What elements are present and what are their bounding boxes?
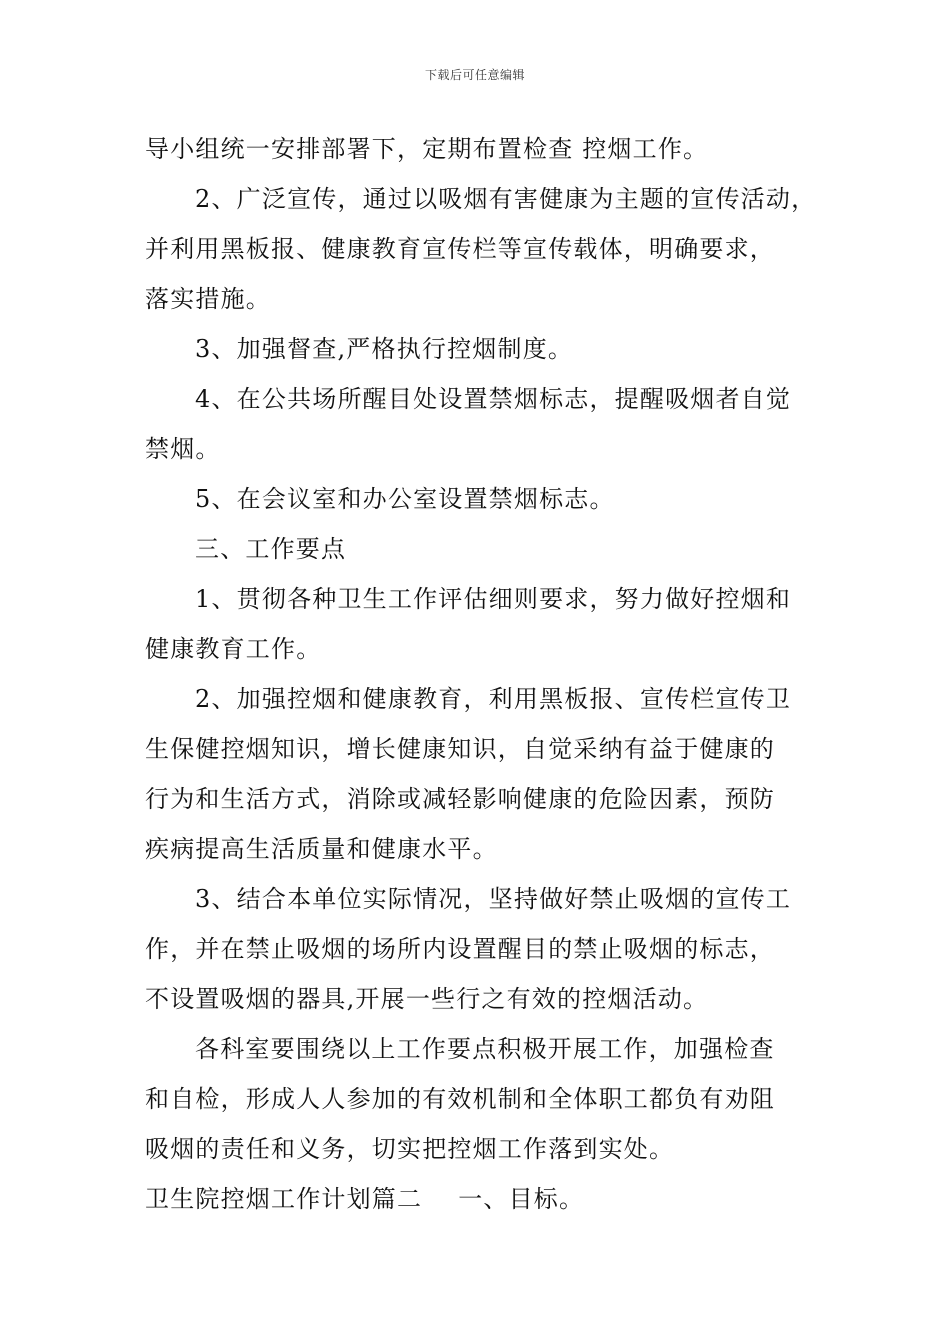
page-header: 下载后可任意编辑 xyxy=(424,68,525,82)
section-subheading: 一、目标。 xyxy=(458,1185,585,1213)
body-line: 作，并在禁止吸烟的场所内设置醒目的禁止吸烟的标志， xyxy=(145,935,775,963)
body-line: 行为和生活方式，消除或减轻影响健康的危险因素，预防 xyxy=(145,785,775,813)
next-section-line xyxy=(145,1184,584,1214)
body-line: 吸烟的责任和义务，切实把控烟工作落到实处。 xyxy=(145,1135,675,1163)
body-line: 1、贯彻各种卫生工作评估细则要求，努力做好控烟和 xyxy=(195,585,792,613)
body-line: 4、在公共场所醒目处设置禁烟标志，提醒吸烟者自觉 xyxy=(195,385,792,413)
body-line: 2、广泛宣传，通过以吸烟有害健康为主题的宣传活动， xyxy=(195,185,817,213)
section-heading: 三、工作要点 xyxy=(195,535,347,563)
body-line: 2、加强控烟和健康教育，利用黑板报、宣传栏宣传卫 xyxy=(195,685,792,713)
body-line: 禁烟。 xyxy=(145,435,221,463)
body-line: 5、在会议室和办公室设置禁烟标志。 xyxy=(195,485,615,513)
body-line: 不设置吸烟的器具,开展一些行之有效的控烟活动。 xyxy=(145,985,709,1013)
body-line: 落实措施。 xyxy=(145,285,271,313)
section-title: 卫生院控烟工作计划篇二 xyxy=(145,1185,423,1213)
body-line: 并利用黑板报、健康教育宣传栏等宣传载体，明确要求， xyxy=(145,235,775,263)
body-line: 生保健控烟知识，增长健康知识，自觉采纳有益于健康的 xyxy=(145,735,775,763)
body-line: 健康教育工作。 xyxy=(145,635,322,663)
body-line: 各科室要围绕以上工作要点积极开展工作，加强检查 xyxy=(195,1035,775,1063)
body-line: 3、加强督查,严格执行控烟制度。 xyxy=(195,335,574,363)
body-line: 疾病提高生活质量和健康水平。 xyxy=(145,835,498,863)
body-line: 3、结合本单位实际情况，坚持做好禁止吸烟的宣传工 xyxy=(195,885,792,913)
body-line: 导小组统一安排部署下，定期布置检查 控烟工作。 xyxy=(145,135,709,163)
body-line: 和自检，形成人人参加的有效机制和全体职工都负有劝阻 xyxy=(145,1085,775,1113)
